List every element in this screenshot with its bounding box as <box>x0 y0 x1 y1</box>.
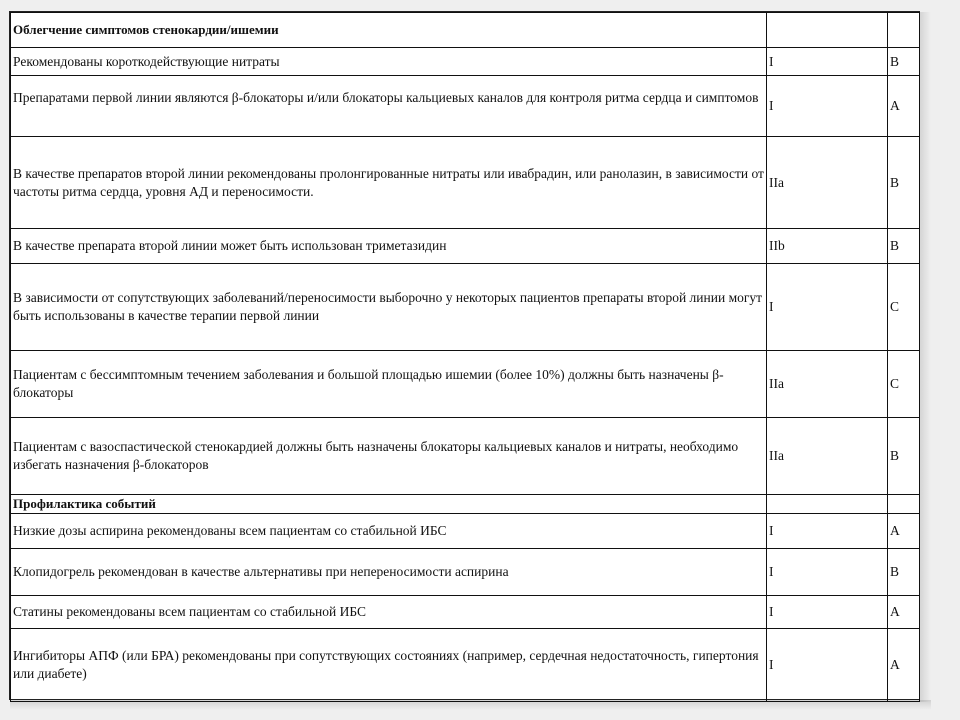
table-row <box>11 549 920 596</box>
table-row <box>11 351 920 418</box>
section-title: Профилактика событий <box>11 495 767 514</box>
class-cell: I <box>767 48 888 76</box>
table-row <box>11 137 920 229</box>
table-row <box>11 264 920 351</box>
recommendation-text: В качестве препаратов второй линии рекомендованы пролонгированные нитраты или ивабрадин, или ранолазин, в зависимости от частоты ритма сердца, уровня АД и переносимости. <box>11 137 767 229</box>
recommendation-text: В качестве препарата второй линии может быть использован триметазидин <box>11 229 767 264</box>
level-cell: A <box>888 596 920 629</box>
class-cell: IIb <box>767 229 888 264</box>
recommendation-text: Пациентам с бессимптомным течением заболевания и большой площадью ишемии (более 10%) должны быть назначены β-блокаторы <box>11 351 767 418</box>
table-row <box>11 629 920 702</box>
class-cell: I <box>767 76 888 137</box>
level-cell: C <box>888 264 920 351</box>
recommendation-text: Низкие дозы аспирина рекомендованы всем пациентам со стабильной ИБС <box>11 514 767 549</box>
table-shadow-right <box>919 12 931 702</box>
class-cell: I <box>767 596 888 629</box>
level-cell <box>888 13 920 48</box>
level-cell: A <box>888 629 920 702</box>
class-cell <box>767 13 888 48</box>
class-cell: IIa <box>767 137 888 229</box>
recommendation-text: В зависимости от сопутствующих заболеваний/переносимости выборочно у некоторых пациентов препараты второй линии могут быть использованы в качестве терапии первой линии <box>11 264 767 351</box>
table-row <box>11 418 920 495</box>
level-cell: B <box>888 137 920 229</box>
recommendation-text: Клопидогрель рекомендован в качестве альтернативы при непереносимости аспирина <box>11 549 767 596</box>
recommendation-text: Статины рекомендованы всем пациентам со стабильной ИБС <box>11 596 767 629</box>
level-cell: C <box>888 351 920 418</box>
class-cell: I <box>767 264 888 351</box>
class-cell: I <box>767 549 888 596</box>
level-cell: A <box>888 514 920 549</box>
section-row-event-prevention <box>11 495 920 514</box>
class-cell: I <box>767 514 888 549</box>
table-row <box>11 48 920 76</box>
section-row-symptom-relief <box>11 13 920 48</box>
level-cell: B <box>888 418 920 495</box>
class-cell: IIa <box>767 418 888 495</box>
level-cell: A <box>888 76 920 137</box>
recommendation-text: Рекомендованы короткодействующие нитраты <box>11 48 767 76</box>
table-row <box>11 596 920 629</box>
recommendations-table-container <box>10 12 919 699</box>
level-cell: B <box>888 48 920 76</box>
recommendation-text: Пациентам с вазоспастической стенокардией должны быть назначены блокаторы кальциевых каналов и нитраты, необходимо избегать назначения β-блокаторов <box>11 418 767 495</box>
recommendation-text: Препаратами первой линии являются β-блокаторы и/или блокаторы кальциевых каналов для контроля ритма сердца и симптомов <box>11 76 767 137</box>
class-cell <box>767 495 888 514</box>
table-row <box>11 229 920 264</box>
level-cell: B <box>888 549 920 596</box>
section-title: Облегчение симптомов стенокардии/ишемии <box>11 13 767 48</box>
recommendation-text: Ингибиторы АПФ (или БРА) рекомендованы при сопутствующих состояниях (например, сердечная недостаточность, гипертония или диабете) <box>11 629 767 702</box>
class-cell: IIa <box>767 351 888 418</box>
table-row <box>11 76 920 137</box>
class-cell: I <box>767 629 888 702</box>
level-cell: B <box>888 229 920 264</box>
level-cell <box>888 495 920 514</box>
table-row <box>11 514 920 549</box>
recommendations-table <box>10 12 920 702</box>
